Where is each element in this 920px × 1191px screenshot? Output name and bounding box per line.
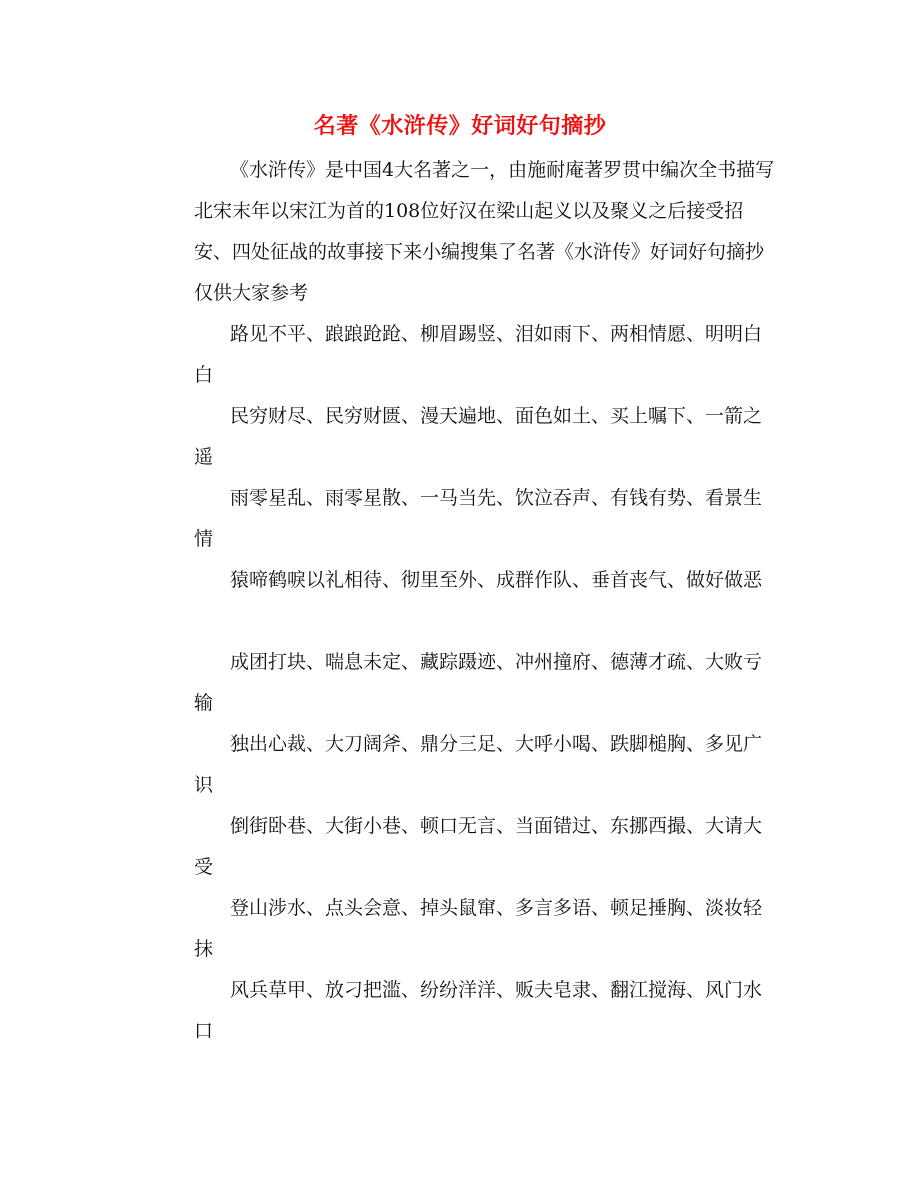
phrase-text: 风兵草甲、放刁把滥、纷纷洋洋、贩夫皂隶、翻江搅海、风门水口 xyxy=(194,979,763,1042)
phrase-paragraph xyxy=(194,560,780,601)
phrase-text: 登山涉水、点头会意、掉头鼠窜、多言多语、顿足捶胸、淡妆轻抹 xyxy=(194,897,763,960)
document-title: 名著《水浒传》好词好句摘抄 xyxy=(313,113,607,139)
phrase-paragraph xyxy=(194,396,780,478)
phrase-text: 民穷财尽、民穷财匮、漫天遍地、面色如土、买上嘱下、一箭之遥 xyxy=(194,405,763,468)
phrase-text: 成团打块、喘息未定、藏踪蹑迹、冲州撞府、德薄才疏、大败亏输 xyxy=(194,651,763,714)
phrase-paragraph xyxy=(194,478,780,560)
phrase-text: 路见不平、踉踉跄跄、柳眉踢竖、泪如雨下、两相情愿、明明白白 xyxy=(194,323,763,386)
phrase-paragraph xyxy=(194,724,780,806)
intro-paragraph xyxy=(194,150,780,314)
phrase-text: 猿啼鹤唳以礼相待、彻里至外、成群作队、垂首丧气、做好做恶 xyxy=(230,569,763,591)
phrase-text: 独出心裁、大刀阔斧、鼎分三足、大呼小喝、跌脚槌胸、多见广识 xyxy=(194,733,763,796)
phrase-paragraph xyxy=(194,888,780,970)
intro-text: 《水浒传》是中国4大名著之一，由施耐庵著罗贯中编次全书描写北宋末年以宋江为首的108位好汉在梁山起义以及聚义之后接受招安、四处征战的故事接下来小编搜集了名著《水浒传》好词好句摘抄仅供大家参考 xyxy=(194,159,775,304)
phrase-text: 雨零星乱、雨零星散、一马当先、饮泣吞声、有钱有势、看景生情 xyxy=(194,487,763,550)
phrase-text: 倒街卧巷、大街小巷、顿口无言、当面错过、东挪西撮、大请大受 xyxy=(194,815,763,878)
phrase-paragraph xyxy=(194,970,780,1052)
phrase-paragraph xyxy=(194,806,780,888)
phrase-paragraph xyxy=(194,314,780,396)
phrase-paragraph xyxy=(194,642,780,724)
